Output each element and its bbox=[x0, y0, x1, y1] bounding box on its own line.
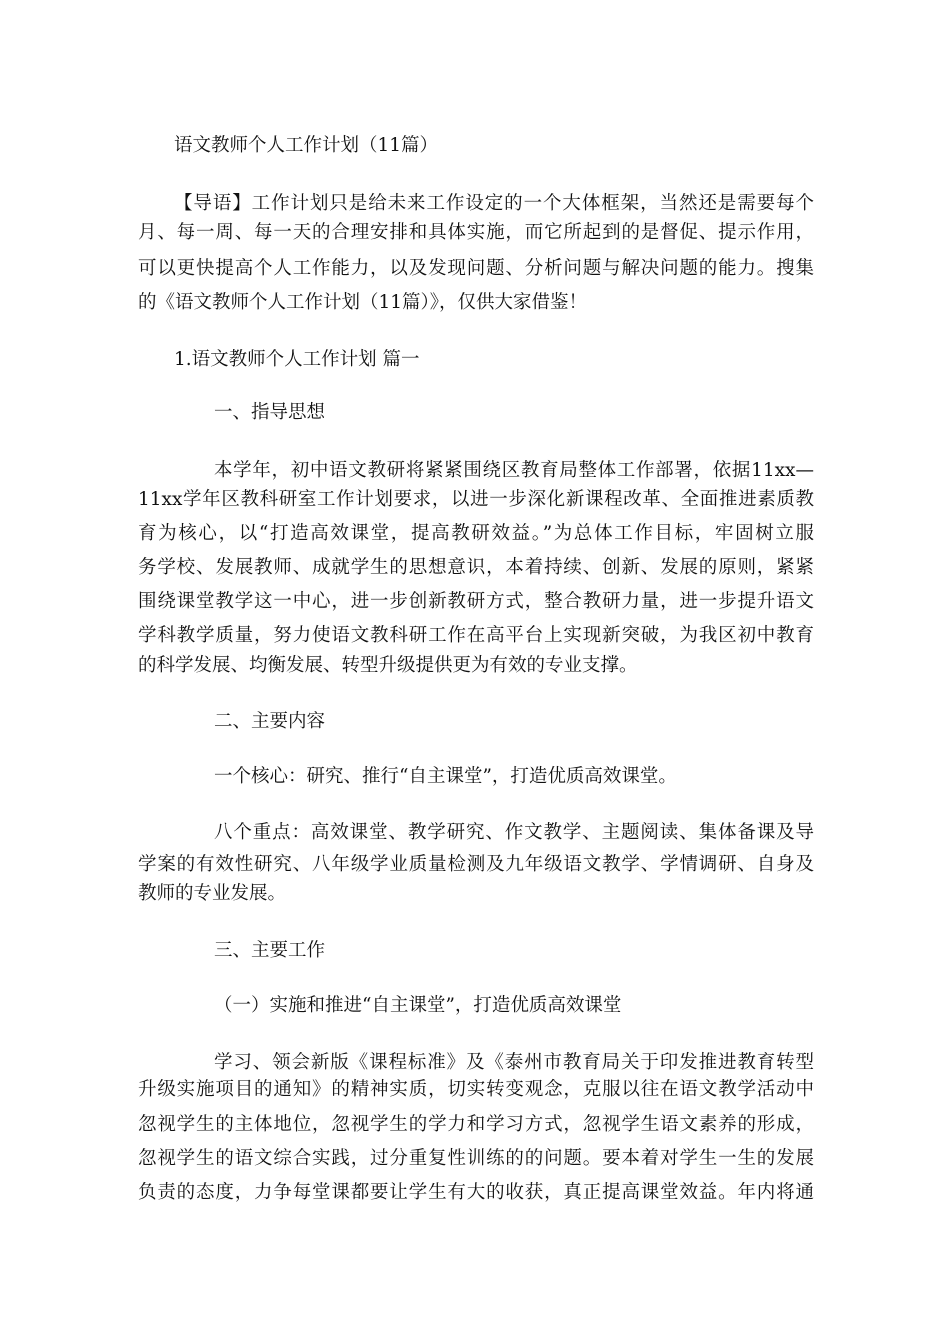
paragraph-line: 育为核心，以“打造高效课堂，提高教研效益。”为总体工作目标，牢固树立服 bbox=[138, 523, 814, 544]
section-heading: 一、指导思想 bbox=[214, 402, 326, 423]
intro-line: 可以更快提高个人工作能力，以及发现问题、分析问题与解决问题的能力。搜集 bbox=[138, 258, 814, 279]
intro-line: 月、每一周、每一天的合理安排和具体实施，而它所起到的是督促、提示作用， bbox=[138, 222, 814, 243]
paragraph-line: 围绕课堂教学这一中心，进一步创新教研方式，整合教研力量，进一步提升语文 bbox=[138, 591, 814, 612]
intro-line: 的《语文教师个人工作计划（11篇）》，仅供大家借鉴！ bbox=[138, 292, 588, 313]
paragraph-line: 负责的态度，力争每堂课都要让学生有大的收获，真正提高课堂效益。年内将通 bbox=[138, 1182, 814, 1203]
paragraph-line: 升级实施项目的通知》的精神实质，切实转变观念，克服以往在语文教学活动中 bbox=[138, 1079, 814, 1100]
paragraph-line: 学科教学质量，努力使语文教科研工作在高平台上实现新突破，为我区初中教育 bbox=[138, 625, 814, 646]
paragraph-line: 教师的专业发展。 bbox=[138, 883, 287, 904]
paragraph-line: 一个核心：研究、推行“自主课堂”，打造优质高效课堂。 bbox=[214, 766, 677, 787]
paragraph-line: 学案的有效性研究、八年级学业质量检测及九年级语文教学、学情调研、自身及 bbox=[138, 854, 814, 875]
paragraph-line: 务学校、发展教师、成就学生的思想意识，本着持续、创新、发展的原则，紧紧 bbox=[138, 557, 814, 578]
paragraph-line: 11xx学年区教科研室工作计划要求，以进一步深化新课程改革、全面推进素质教 bbox=[138, 489, 814, 510]
document-title: 语文教师个人工作计划（11篇） bbox=[174, 135, 439, 156]
paragraph-line: 八个重点：高效课堂、教学研究、作文教学、主题阅读、集体备课及导 bbox=[214, 822, 814, 843]
article-heading: 1.语文教师个人工作计划 篇一 bbox=[174, 349, 420, 370]
subsection-heading: （一）实施和推进“自主课堂”，打造优质高效课堂 bbox=[214, 995, 622, 1016]
paragraph-line: 的科学发展、均衡发展、转型升级提供更为有效的专业支撑。 bbox=[138, 655, 638, 676]
paragraph-line: 忽视学生的主体地位，忽视学生的学力和学习方式，忽视学生语文素养的形成， bbox=[138, 1114, 814, 1135]
intro-line: 【导语】工作计划只是给未来工作设定的一个大体框架，当然还是需要每个 bbox=[174, 193, 814, 214]
section-heading: 二、主要内容 bbox=[214, 711, 326, 732]
paragraph-line: 本学年，初中语文教研将紧紧围绕区教育局整体工作部署，依据11xx— bbox=[214, 460, 814, 481]
paragraph-line: 学习、领会新版《课程标准》及《泰州市教育局关于印发推进教育转型 bbox=[214, 1052, 814, 1073]
section-heading: 三、主要工作 bbox=[214, 940, 326, 961]
paragraph-line: 忽视学生的语文综合实践，过分重复性训练的的问题。要本着对学生一生的发展 bbox=[138, 1148, 814, 1169]
